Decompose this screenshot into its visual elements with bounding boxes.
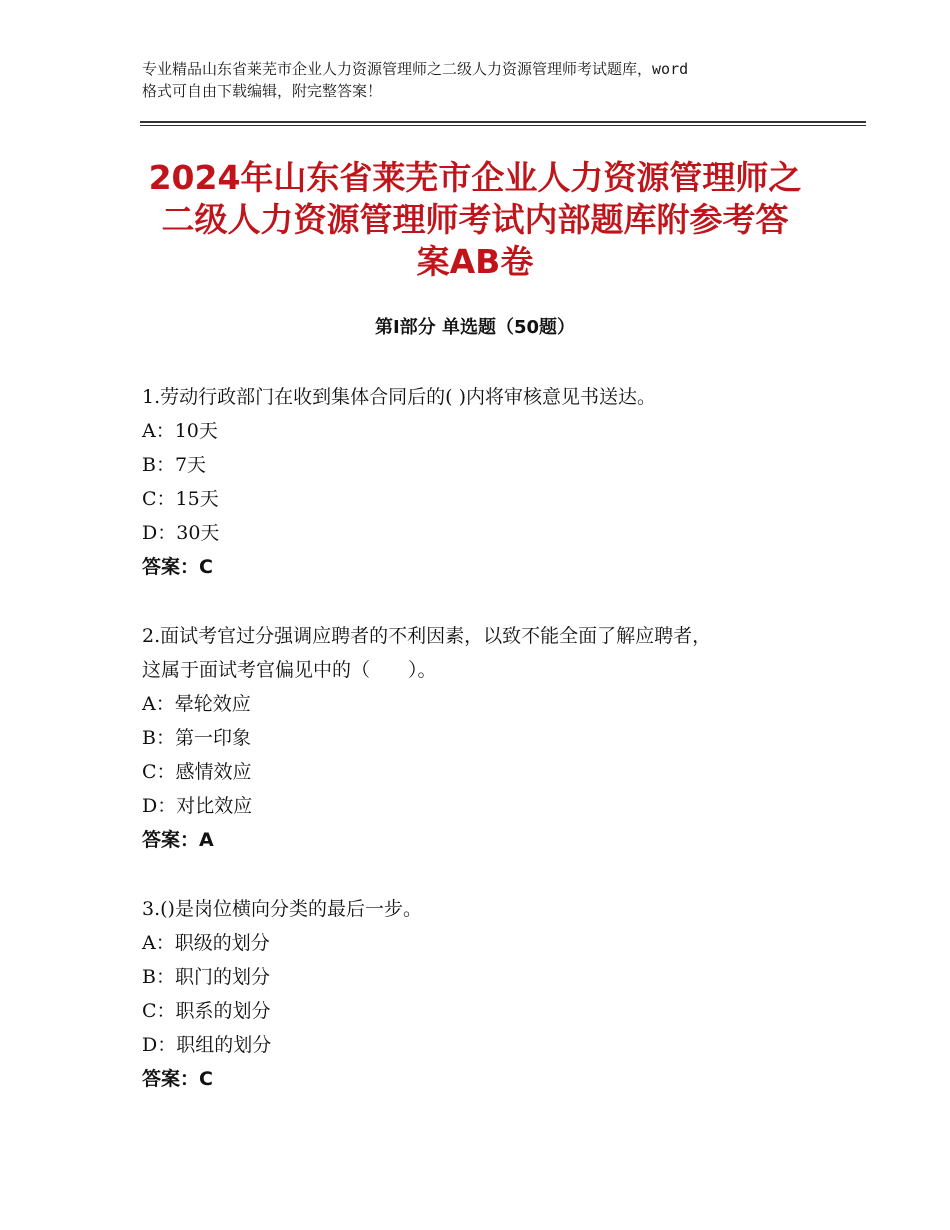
title-line: 2024年山东省莱芜市企业人力资源管理师之 bbox=[148, 158, 802, 197]
option-d: D：职组的划分 bbox=[142, 1034, 272, 1056]
option-b: B：7天 bbox=[142, 454, 207, 476]
question-stem: 1.劳动行政部门在收到集体合同后的( )内将审核意见书送达。 bbox=[142, 386, 656, 408]
option-a: A：职级的划分 bbox=[142, 932, 270, 954]
question-2 bbox=[142, 619, 842, 857]
option-b: B：职门的划分 bbox=[142, 966, 270, 988]
header-divider-thin bbox=[140, 125, 866, 126]
option-c: C：感情效应 bbox=[142, 761, 252, 783]
option-c: C：15天 bbox=[142, 488, 219, 510]
answer: 答案：C bbox=[142, 556, 213, 578]
option-c: C：职系的划分 bbox=[142, 1000, 271, 1022]
header-note-line: 专业精品山东省莱芜市企业人力资源管理师之二级人力资源管理师考试题库，word bbox=[142, 60, 689, 78]
answer: 答案：A bbox=[142, 829, 214, 851]
title-line: 二级人力资源管理师考试内部题库附参考答 bbox=[161, 200, 789, 239]
option-a: A：晕轮效应 bbox=[142, 693, 251, 715]
option-a: A：10天 bbox=[142, 420, 218, 442]
option-d: D：30天 bbox=[142, 522, 220, 544]
header-note bbox=[142, 58, 832, 102]
question-stem: 3.()是岗位横向分类的最后一步。 bbox=[142, 898, 422, 920]
question-stem-continued: 这属于面试考官偏见中的（ ）。 bbox=[142, 659, 437, 681]
option-b: B：第一印象 bbox=[142, 727, 251, 749]
header-divider bbox=[140, 121, 866, 123]
question-1 bbox=[142, 380, 842, 584]
document-title bbox=[130, 157, 820, 283]
question-3 bbox=[142, 892, 842, 1096]
answer: 答案：C bbox=[142, 1068, 213, 1090]
question-stem: 2.面试考官过分强调应聘者的不利因素，以致不能全面了解应聘者， bbox=[142, 625, 712, 647]
header-note-line: 格式可自由下载编辑，附完整答案！ bbox=[142, 82, 383, 100]
title-line: 案AB卷 bbox=[416, 242, 534, 281]
section-title: 第Ⅰ部分 单选题（50题） bbox=[374, 317, 575, 338]
option-d: D：对比效应 bbox=[142, 795, 253, 817]
